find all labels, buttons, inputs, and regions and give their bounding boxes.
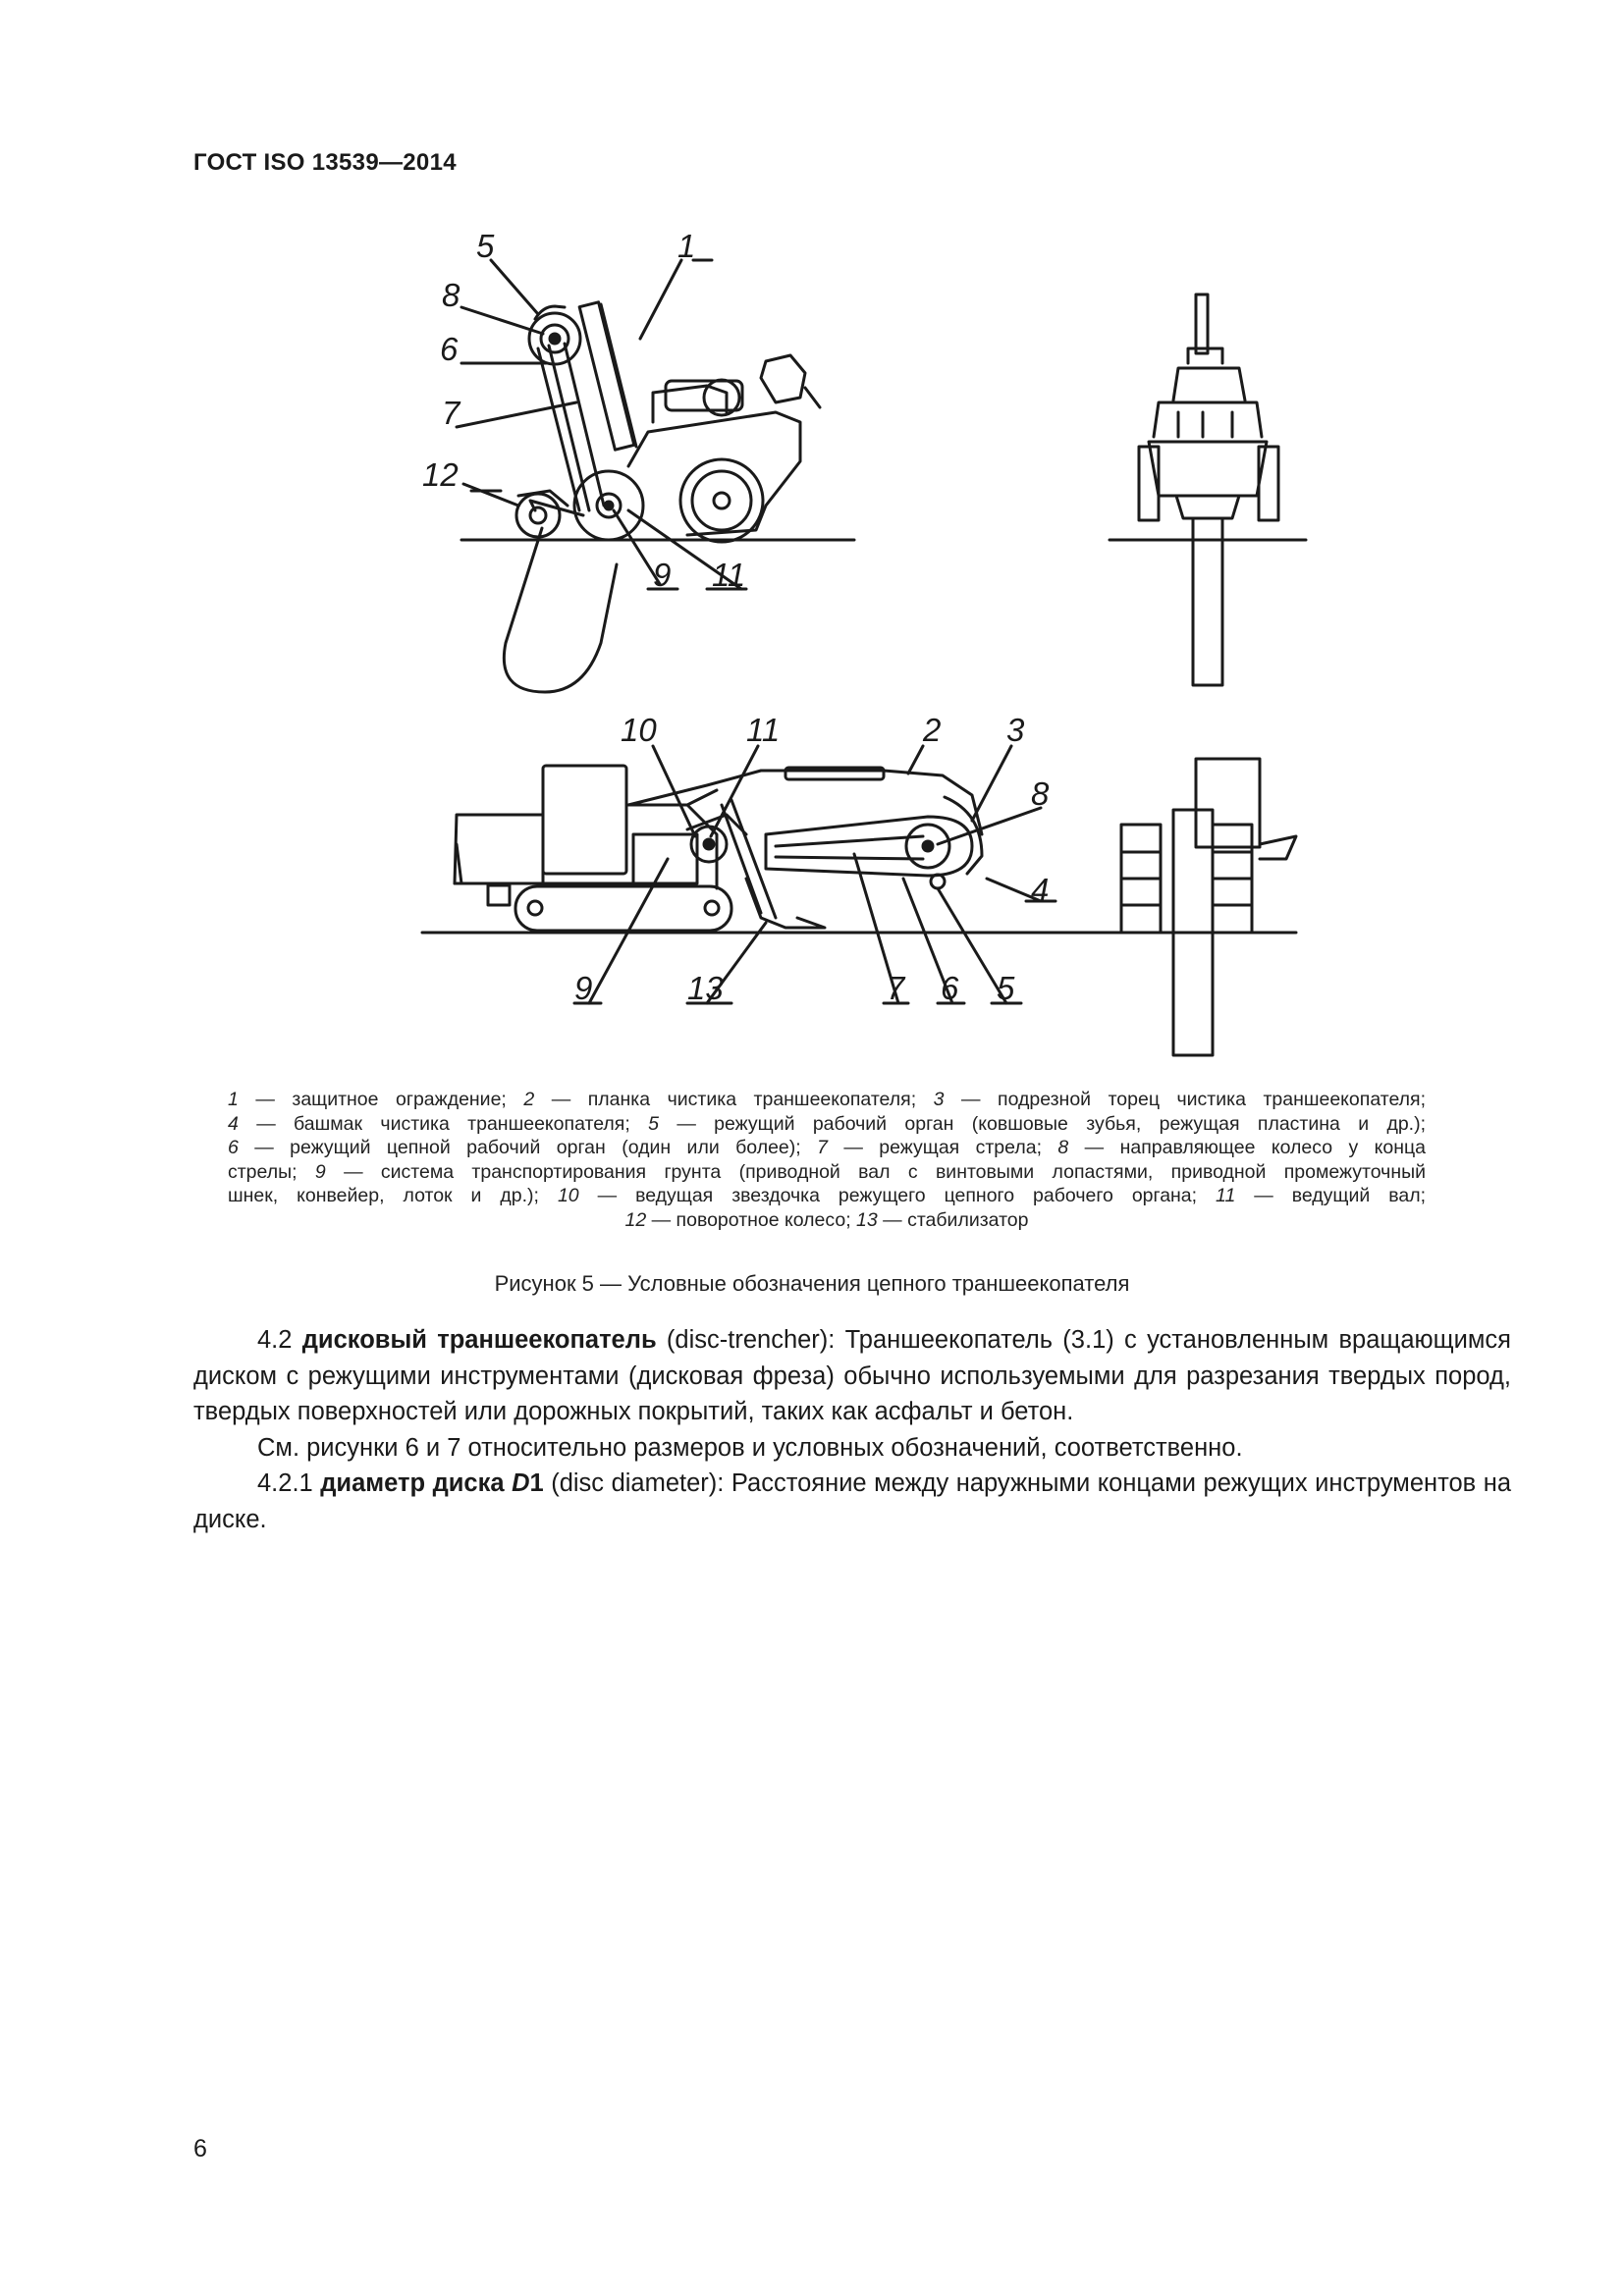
bottom-rear-view <box>1121 759 1296 1055</box>
legend-line <box>228 1208 1426 1233</box>
document-header: ГОСТ ISO 13539—2014 <box>193 149 457 176</box>
label-7-bottom: 7 <box>887 970 905 1006</box>
legend-number: 5 <box>648 1112 659 1135</box>
legend-number: 7 <box>817 1137 828 1158</box>
legend-text: — защитное ограждение; <box>238 1089 524 1110</box>
label-1-top: 1 <box>677 228 696 264</box>
paragraph-text: (disc diameter): Расстояние между наружными концами режущих инструментов на диске. <box>193 1469 1511 1533</box>
legend-number: 3 <box>933 1089 945 1110</box>
trencher-schematic <box>0 0 1624 1090</box>
top-side-view <box>457 260 854 692</box>
label-6-bottom: 6 <box>941 970 959 1006</box>
legend-text: — направляющее колесо у конца <box>1068 1137 1426 1158</box>
figure-caption: Рисунок 5 — Условные обозначения цепного траншеекопателя <box>494 1271 1130 1296</box>
label-5-top: 5 <box>476 228 495 264</box>
legend-number: 9 <box>314 1160 326 1183</box>
label-12-top: 12 <box>422 456 459 493</box>
legend-text: — башмак чистика траншеекопателя; <box>238 1112 649 1135</box>
label-8-bottom: 8 <box>1031 775 1050 812</box>
legend-number: 10 <box>557 1185 579 1206</box>
paragraph-text: (disc-trencher): Траншеекопатель (3.1) с установленным вращающимся диском с режущими инструментами (дисковая фреза) обычно используемыми для разрезания твердых пород, твердых поверхностей или дорожных покрытий, таких как асфальт и бетон. <box>193 1326 1511 1425</box>
label-10-bottom: 10 <box>621 712 657 748</box>
paragraph-see-also <box>193 1430 1511 1467</box>
label-9-bottom: 9 <box>574 970 593 1006</box>
legend-number: 6 <box>228 1137 239 1158</box>
label-8-top: 8 <box>442 277 460 313</box>
legend-number: 8 <box>1057 1137 1069 1158</box>
paragraph-4-2-1 <box>193 1466 1511 1537</box>
label-13-bottom: 13 <box>687 970 724 1006</box>
legend-text: — поворотное колесо; <box>646 1208 857 1231</box>
legend-text: — режущий рабочий орган (ковшовые зубья, режущая пластина и др.); <box>658 1112 1427 1135</box>
figure-legend <box>228 1088 1426 1232</box>
legend-number: 11 <box>1216 1185 1236 1206</box>
legend-line <box>228 1184 1426 1208</box>
legend-text: — ведущая звездочка режущего цепного рабочего органа; <box>578 1185 1217 1206</box>
legend-text: — режущий цепной рабочий орган (один или более); <box>238 1137 818 1158</box>
label-11-top: 11 <box>712 557 746 593</box>
term-symbol-index: 1 <box>529 1469 544 1497</box>
legend-number: 2 <box>523 1089 535 1110</box>
legend-number: 1 <box>228 1089 239 1110</box>
paragraph-text: См. рисунки 6 и 7 относительно размеров и условных обозначений, соответственно. <box>257 1433 1243 1462</box>
term-definition: диаметр диска <box>320 1469 513 1497</box>
legend-text: — стабилизатор <box>877 1208 1029 1231</box>
label-3-bottom: 3 <box>1006 712 1025 748</box>
legend-number: 13 <box>856 1208 878 1231</box>
section-number: 4.2 <box>257 1326 302 1354</box>
document-body <box>193 1322 1511 1537</box>
legend-line <box>228 1136 1426 1160</box>
label-9-top: 9 <box>653 557 672 593</box>
term-definition: дисковый траншеекопатель <box>301 1326 657 1354</box>
label-5-bottom: 5 <box>997 970 1015 1006</box>
legend-text: — режущая стрела; <box>827 1137 1058 1158</box>
legend-number: 4 <box>228 1112 239 1135</box>
label-11-bottom: 11 <box>746 712 781 748</box>
label-7-top: 7 <box>442 395 460 431</box>
legend-line <box>228 1160 1426 1185</box>
legend-text: — планка чистика траншеекопателя; <box>534 1089 934 1110</box>
legend-line <box>228 1112 1426 1137</box>
label-2-bottom: 2 <box>923 712 942 748</box>
bottom-side-view <box>422 746 1296 1003</box>
legend-text: — подрезной торец чистика траншеекопателя; <box>944 1089 1427 1110</box>
legend-number: 12 <box>624 1208 647 1231</box>
term-symbol: D <box>512 1469 530 1497</box>
legend-text: — система транспортирования грунта (приводной вал с винтовыми лопастями, приводной промежуточный <box>325 1160 1426 1183</box>
legend-text: шнек, конвейер, лоток и др.); <box>228 1185 558 1206</box>
paragraph-4-2 <box>193 1322 1511 1430</box>
legend-text: стрелы; <box>228 1160 315 1183</box>
label-4-bottom: 4 <box>1031 872 1050 908</box>
section-number: 4.2.1 <box>257 1469 321 1497</box>
legend-text: — ведущий вал; <box>1235 1185 1426 1206</box>
page-number: 6 <box>193 2135 207 2163</box>
label-6-top: 6 <box>440 331 459 367</box>
figure-5-trencher-drawing <box>0 0 1624 1090</box>
top-front-view <box>1110 294 1306 685</box>
legend-line <box>228 1088 1426 1112</box>
